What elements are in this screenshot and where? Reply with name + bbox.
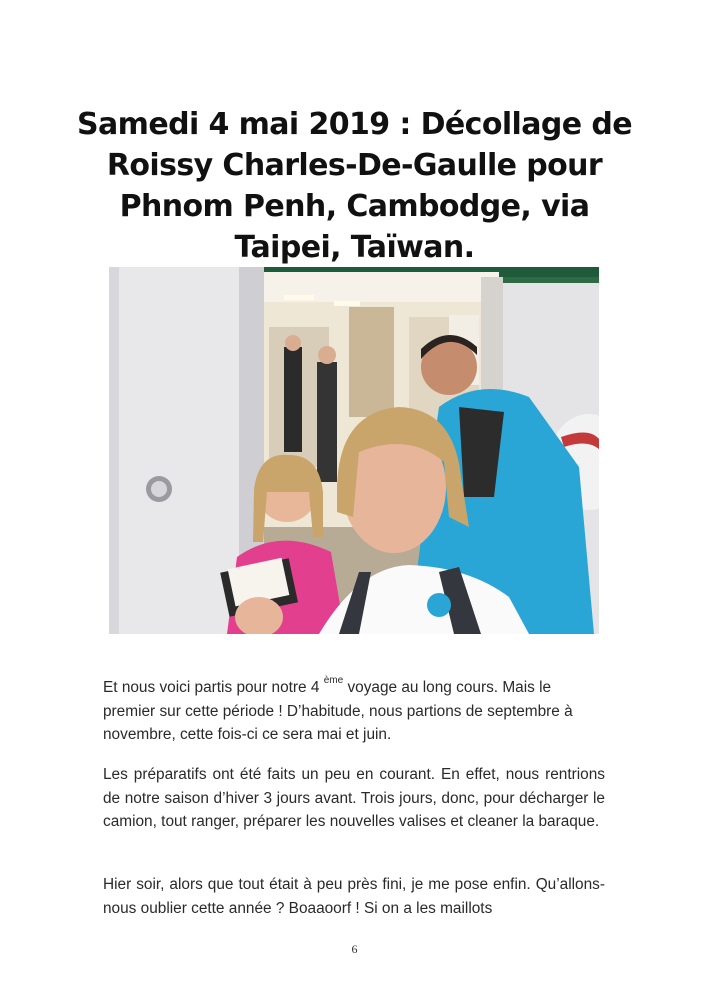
paragraph-3: Hier soir, alors que tout était à peu près fini, je me pose enfin. Qu’allons-nous oublier cette année ? Boaaoorf ! Si on a les maillots [103,876,605,917]
paragraph-1 [103,676,605,747]
paragraph-1-text-start: Et nous voici partis pour notre 4 [103,679,320,696]
paragraph-2: Les préparatifs ont été faits un peu en courant. En effet, nous rentrions de notre saison d’hiver 3 jours avant. Trois jours, donc, pour décharger le camion, tout ranger, préparer les nouvelles valises et cleaner la baraque. [103,766,605,830]
page-title [60,104,649,268]
selfie-photo [109,267,599,634]
title-line-1: Samedi 4 mai 2019 : Décollage de [77,107,632,143]
title-line-3: Phnom Penh, Cambodge, via [119,189,590,225]
paragraph-1-text-end: voyage au long cours. Mais le premier sur cette période ! D’habitude, nous partions de septembre à novembre, cette fois-ci ce sera mai et juin. [103,679,573,743]
ordinal-superscript: ème [323,675,344,686]
title-line-4: Taipei, Taïwan. [234,230,475,266]
title-line-2: Roissy Charles-De-Gaulle pour [106,148,603,184]
page-number: 6 [351,942,358,956]
